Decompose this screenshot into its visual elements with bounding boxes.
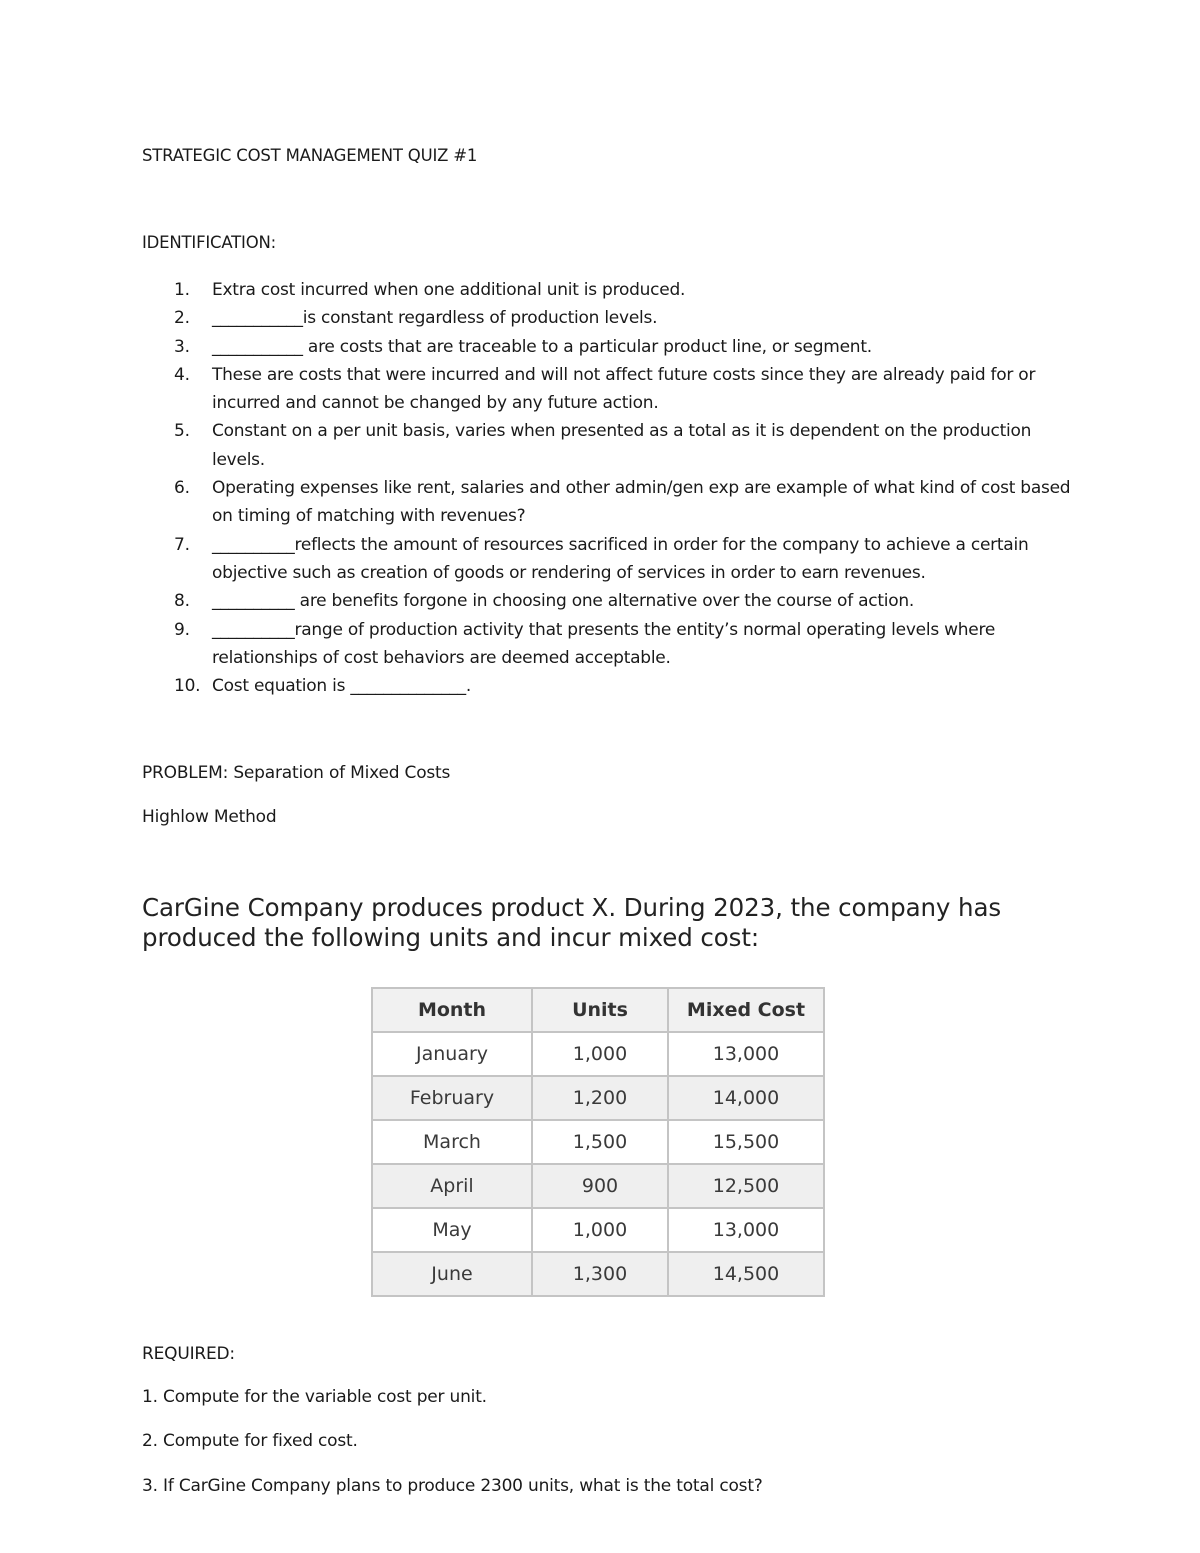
item-text: Constant on a per unit basis, varies when presented as a total as it is dependent on the production levels.	[212, 421, 1032, 470]
cell-mixed-cost: 14,500	[668, 1252, 824, 1296]
cell-month: February	[372, 1076, 532, 1120]
quiz-title: STRATEGIC COST MANAGEMENT QUIZ #1	[142, 146, 478, 165]
required-heading: REQUIRED:	[142, 1344, 235, 1364]
item-text: Operating expenses like rent, salaries and other admin/gen exp are example of what kind of cost based on timing of matching with revenues?	[212, 478, 1071, 527]
cell-month: May	[372, 1208, 532, 1252]
item-text: ___________ are costs that are traceable to a particular product line, or segment.	[212, 336, 872, 357]
item-text: __________reflects the amount of resources sacrificed in order for the company to achieve a certain objective such as creation of goods or rendering of services in order to earn revenues.	[212, 534, 1029, 583]
cell-month: March	[372, 1120, 532, 1164]
cell-month: January	[372, 1032, 532, 1076]
cell-mixed-cost: 13,000	[668, 1032, 824, 1076]
cell-units: 900	[532, 1164, 668, 1208]
list-item	[142, 417, 1072, 474]
column-header-month: Month	[372, 988, 532, 1032]
list-item	[142, 587, 1072, 615]
item-number: 2.	[174, 308, 190, 329]
cell-month: June	[372, 1252, 532, 1296]
item-text: Extra cost incurred when one additional unit is produced.	[212, 280, 686, 300]
required-item: 3. If CarGine Company plans to produce 2300 units, what is the total cost?	[142, 1476, 763, 1496]
cell-mixed-cost: 14,000	[668, 1076, 824, 1120]
problem-intro: CarGine Company produces product X. During 2023, the company has produced the following units and incur mixed cost:	[142, 893, 1002, 952]
list-item	[142, 304, 1072, 332]
cell-units: 1,300	[532, 1252, 668, 1296]
table-row	[372, 1208, 824, 1252]
table-row	[372, 1164, 824, 1208]
list-item	[142, 531, 1072, 588]
list-item	[142, 333, 1072, 361]
cell-units: 1,000	[532, 1032, 668, 1076]
list-item	[142, 672, 1072, 700]
table-row	[372, 1076, 824, 1120]
list-item	[142, 474, 1072, 531]
list-item	[142, 276, 1072, 304]
table-row	[372, 1252, 824, 1296]
item-number: 8.	[174, 591, 190, 612]
item-text: ___________is constant regardless of production levels.	[212, 308, 658, 329]
table-row	[372, 1032, 824, 1076]
item-number: 9.	[174, 619, 190, 640]
list-item	[142, 361, 1072, 418]
cell-units: 1,200	[532, 1076, 668, 1120]
required-item: 1. Compute for the variable cost per unit.	[142, 1387, 487, 1407]
cell-mixed-cost: 15,500	[668, 1120, 824, 1164]
item-text: __________ are benefits forgone in choosing one alternative over the course of action.	[212, 591, 915, 612]
item-number: 4.	[174, 364, 190, 385]
table-header-row	[372, 988, 824, 1032]
mixed-cost-table	[371, 987, 825, 1297]
item-number: 10.	[174, 676, 201, 697]
identification-heading: IDENTIFICATION:	[142, 233, 277, 252]
method-label: Highlow Method	[142, 807, 277, 827]
problem-heading: PROBLEM: Separation of Mixed Costs	[142, 763, 451, 783]
cell-month: April	[372, 1164, 532, 1208]
item-text: These are costs that were incurred and will not affect future costs since they are already paid for or incurred and cannot be changed by any future action.	[212, 364, 1036, 414]
cell-mixed-cost: 13,000	[668, 1208, 824, 1252]
item-number: 6.	[174, 478, 190, 499]
item-text: Cost equation is ______________.	[212, 676, 471, 697]
column-header-mixed-cost: Mixed Cost	[668, 988, 824, 1032]
list-item	[142, 616, 1072, 673]
item-number: 7.	[174, 534, 190, 555]
required-item: 2. Compute for fixed cost.	[142, 1431, 358, 1451]
cell-units: 1,500	[532, 1120, 668, 1164]
item-number: 5.	[174, 421, 190, 442]
table-row	[372, 1120, 824, 1164]
cell-units: 1,000	[532, 1208, 668, 1252]
item-number: 1.	[174, 280, 190, 300]
identification-list	[142, 276, 1072, 700]
item-number: 3.	[174, 336, 190, 357]
item-text: __________range of production activity that presents the entity’s normal operating levels where relationships of cost behaviors are deemed acceptable.	[212, 619, 996, 668]
cell-mixed-cost: 12,500	[668, 1164, 824, 1208]
column-header-units: Units	[532, 988, 668, 1032]
